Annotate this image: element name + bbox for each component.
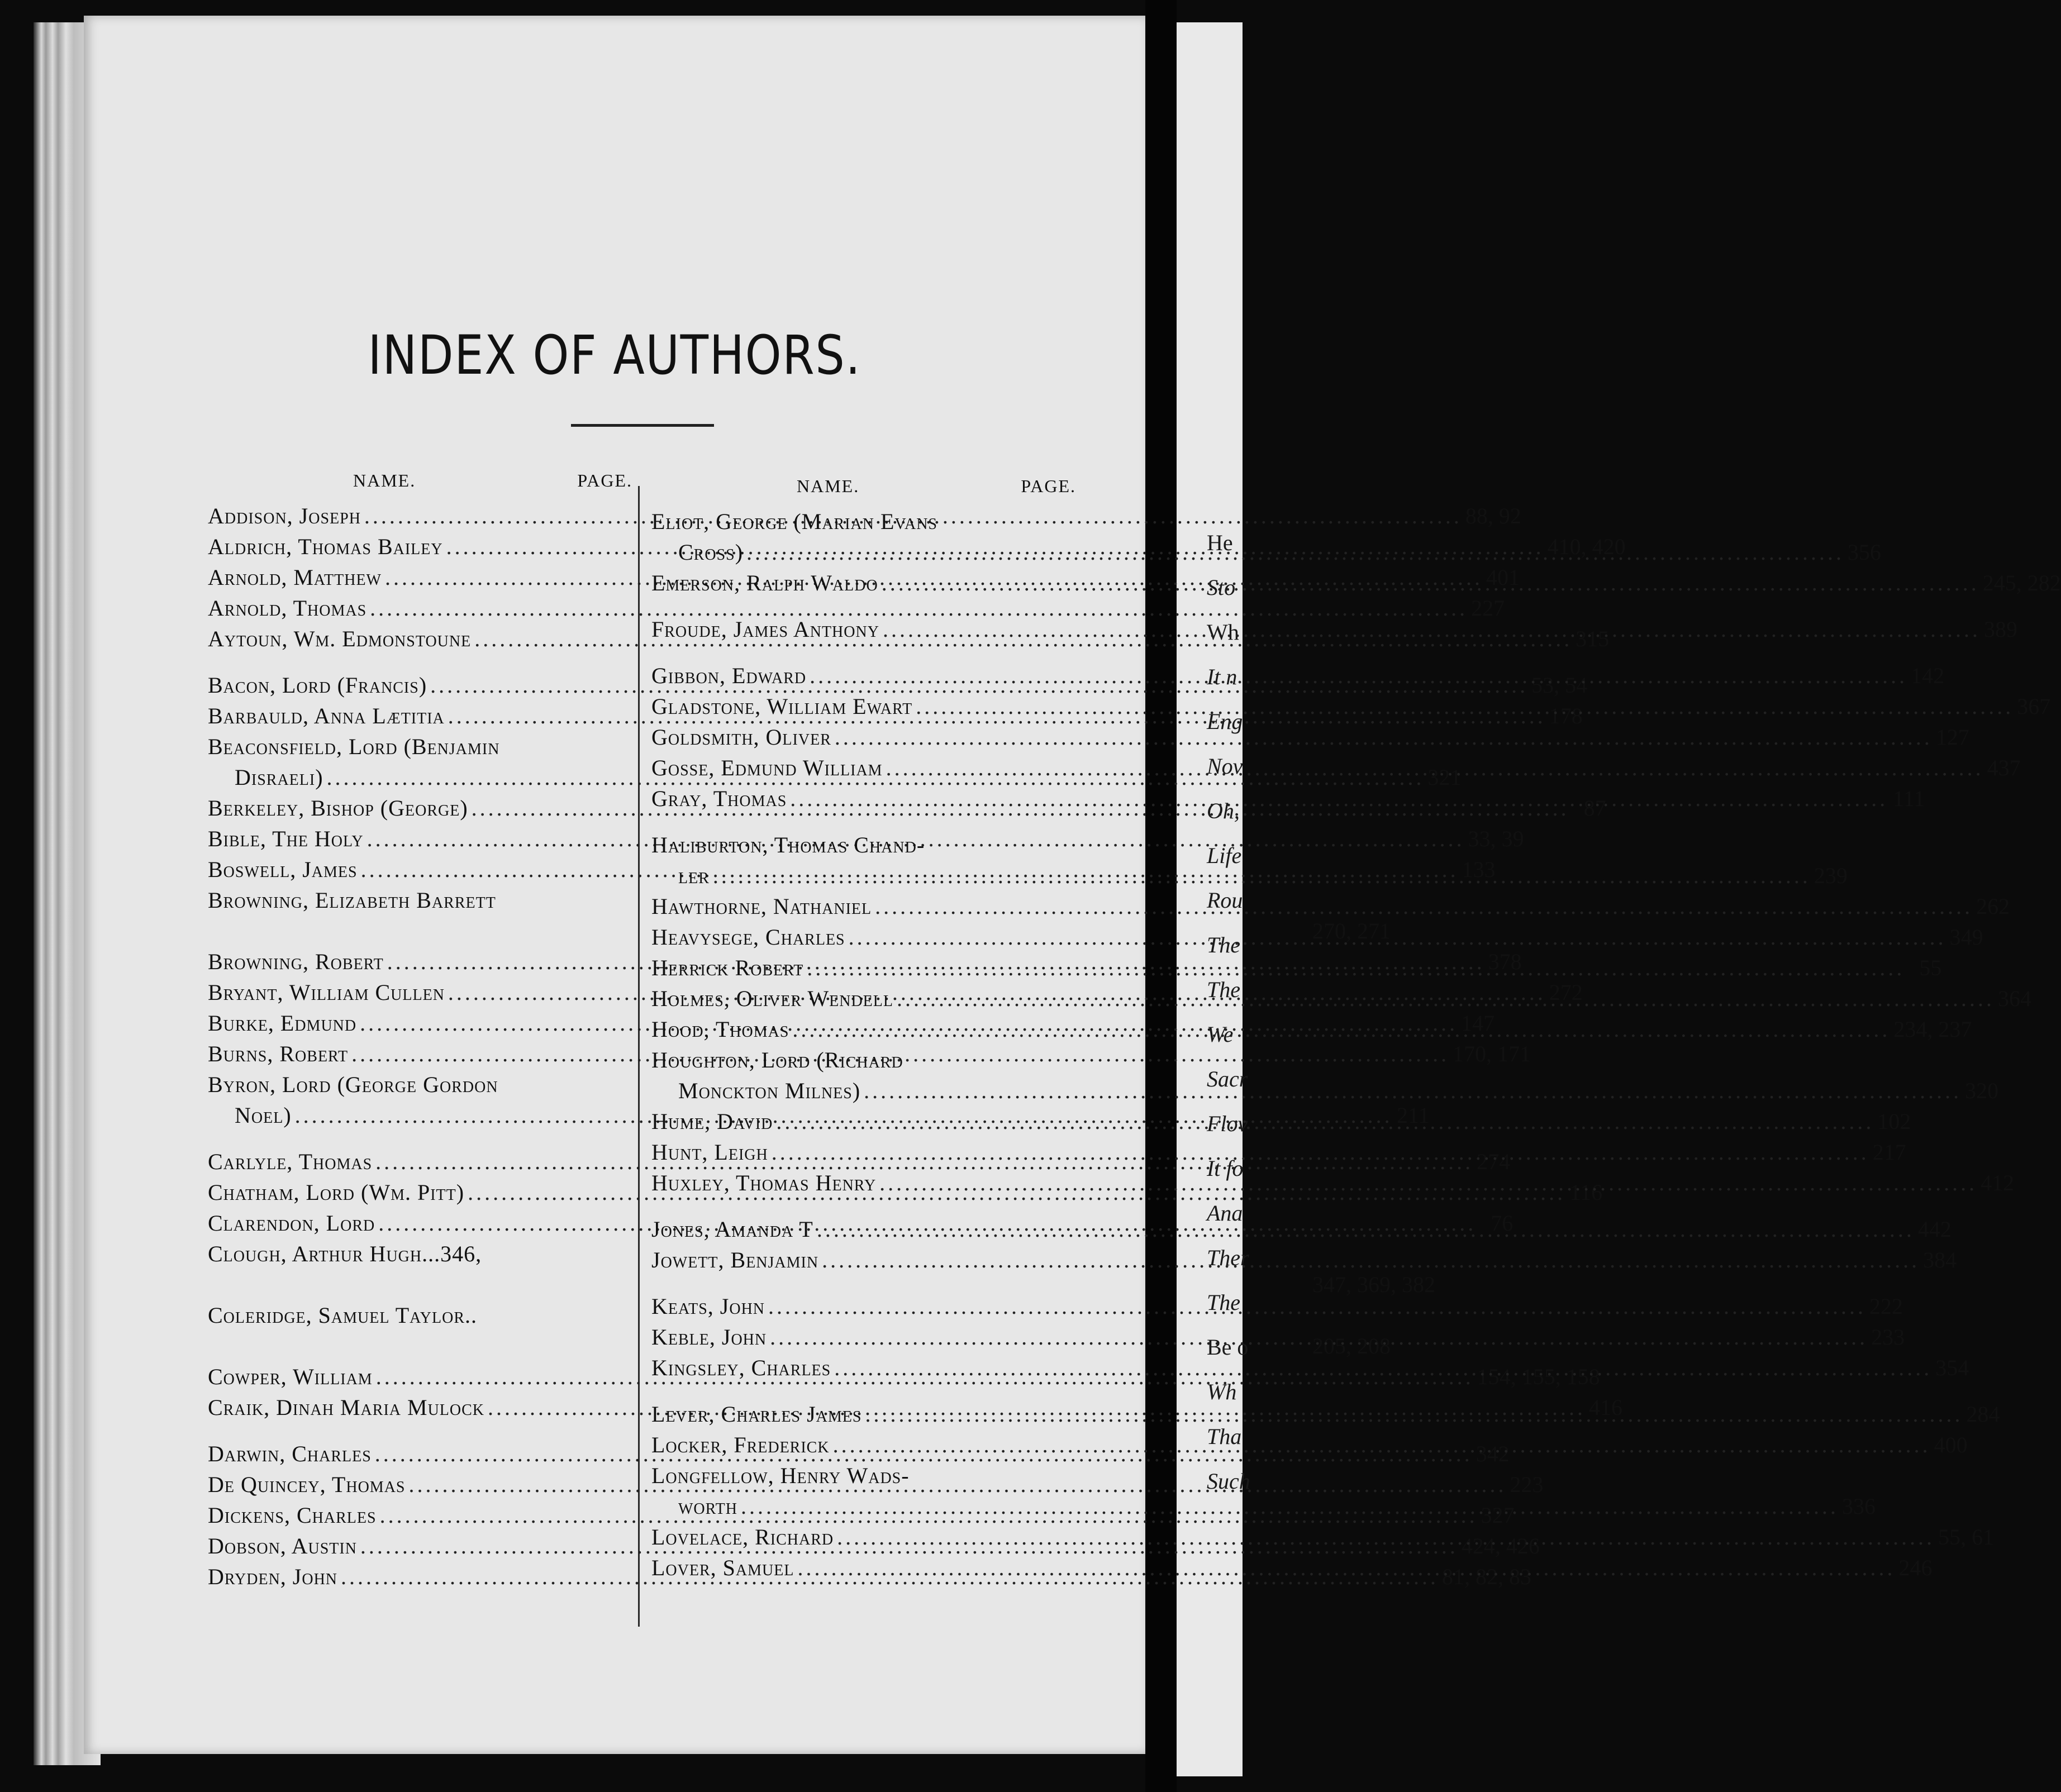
author-name: Aldrich, Thomas Bailey: [208, 534, 443, 559]
page-numbers: 364: [1997, 986, 2031, 1011]
page-numbers: 384: [1923, 1247, 1957, 1272]
facing-page-fragment: The: [1207, 932, 1240, 957]
index-entry: [651, 722, 1969, 752]
entry-line: [208, 1069, 632, 1100]
leader-dots: [817, 1214, 1915, 1245]
author-name: Chatham, Lord (Wm. Pitt): [208, 1180, 465, 1205]
leader-dots: [776, 1106, 1874, 1137]
facing-page-fragment: Be o: [1207, 1335, 1249, 1360]
leader-dots: [792, 1014, 1890, 1045]
author-name: Gray, Thomas: [651, 786, 787, 811]
author-name: Clarendon, Lord: [208, 1210, 375, 1236]
page-numbers: 284: [1966, 1402, 2000, 1427]
author-name: Arnold, Thomas: [208, 595, 367, 621]
leader-dots: [849, 922, 1946, 952]
page-numbers: 367: [2017, 694, 2051, 719]
page-numbers: 142: [1911, 663, 1945, 688]
author-name: Longfellow, Henry Wads-: [651, 1463, 910, 1488]
author-name: Bryant, William Cullen: [208, 980, 445, 1005]
page-numbers: 55: [1919, 955, 1942, 980]
leader-dots: [837, 1522, 1935, 1552]
leader-dots: [797, 1552, 1895, 1583]
entry-line: [651, 830, 1076, 860]
facing-page-fragment: We: [1207, 1022, 1234, 1047]
author-name: Holmes, Oliver Wendell: [651, 986, 893, 1011]
author-name: Bible, The Holy: [208, 826, 364, 851]
page-numbers: 234, 237: [1893, 1017, 1972, 1042]
page-numbers: 336: [1841, 1494, 1876, 1519]
page-numbers: 347, 369, 382: [1312, 1272, 1435, 1297]
author-name: Dickens, Charles: [208, 1503, 377, 1528]
author-name: Dobson, Austin: [208, 1533, 357, 1559]
author-name: Herrick Robert: [651, 955, 804, 980]
page-numbers: 55, 61: [1938, 1524, 1995, 1550]
facing-page-fragment: Wh: [1207, 1379, 1237, 1404]
author-name: Kingsley, Charles: [651, 1355, 831, 1380]
facing-page-fragment: Wh: [1207, 619, 1239, 645]
page-numbers: 239: [1814, 863, 1848, 888]
page-numbers: 127: [1935, 725, 1969, 750]
author-name: Coleridge, Samuel Taylor..: [208, 1303, 478, 1328]
leader-dots: [864, 1075, 1962, 1106]
page-numbers: 274: [1477, 1149, 1511, 1174]
page-numbers: 33, 39: [1468, 826, 1524, 851]
page-numbers: 349: [1949, 924, 1983, 950]
column-header: [208, 470, 632, 501]
facing-page-fragment: Ther: [1207, 1245, 1249, 1270]
leader-dots: [879, 1167, 1977, 1198]
page-numbers: 53, 54: [1531, 673, 1588, 698]
author-name: Gibbon, Edward: [651, 663, 807, 688]
leader-dots: [886, 752, 1984, 783]
entry-line: [651, 722, 1969, 752]
author-name: Gladstone, William Ewart: [651, 694, 913, 719]
header-page: PAGE.: [1021, 476, 1076, 496]
leader-dots: [768, 1291, 1866, 1322]
author-name: Lever, Charles James: [651, 1402, 862, 1427]
page-numbers: 154, 155, 158: [1477, 1364, 1600, 1389]
entry-line: [651, 1460, 1076, 1491]
author-name: Boswell, James: [208, 857, 358, 882]
facing-page-fragment: Tha: [1207, 1424, 1242, 1449]
author-name: Heavysege, Charles: [651, 924, 845, 950]
author-name-continued: worth: [678, 1494, 737, 1519]
facing-page-fragment: Sacr: [1207, 1066, 1248, 1092]
author-name-continued: ler: [678, 863, 710, 888]
author-name: Burke, Edmund: [208, 1011, 357, 1036]
author-name: Gosse, Edmund William: [651, 755, 883, 780]
entry-line: [208, 731, 632, 762]
page-numbers: 412: [1981, 1170, 2015, 1195]
author-name: Jones, Amanda T: [651, 1217, 813, 1242]
author-name: Browning, Robert: [208, 949, 384, 974]
author-name: Froude, James Anthony: [651, 617, 879, 642]
leader-dots: [822, 1245, 1920, 1275]
author-name: De Quincey, Thomas: [208, 1472, 406, 1497]
author-name: Cowper, William: [208, 1364, 373, 1389]
author-name: Jowett, Benjamin: [651, 1247, 819, 1272]
entry-line: [208, 885, 632, 916]
leader-dots: [713, 860, 1811, 891]
author-name: Darwin, Charles: [208, 1441, 372, 1466]
author-name: Beaconsfield, Lord (Benjamin: [208, 734, 500, 759]
page-numbers: 321: [1427, 765, 1462, 790]
leader-dots: [835, 722, 1933, 752]
facing-page-fragment: He: [1207, 530, 1233, 555]
author-name: Byron, Lord (George Gordon: [208, 1072, 498, 1097]
facing-page-fragment: Nov: [1207, 754, 1243, 779]
page-numbers: 147: [1461, 1011, 1495, 1036]
page-numbers: 76: [1491, 1210, 1513, 1236]
leader-dots: [897, 983, 1995, 1014]
page-numbers: 315: [1576, 626, 1610, 651]
author-name-continued: Disraeli): [235, 765, 323, 790]
column-header: [651, 476, 1076, 506]
leader-dots: [882, 568, 1979, 598]
author-name: Hume, David: [651, 1109, 773, 1134]
page-numbers: 389: [1983, 617, 2017, 642]
title-rule: [571, 424, 714, 427]
author-name-continued: Noel): [235, 1103, 292, 1128]
entry-line: [651, 1045, 1076, 1075]
facing-page-fragment: The: [1207, 1290, 1240, 1315]
facing-page-fragment: The: [1207, 977, 1240, 1002]
page-numbers: 102: [1877, 1109, 1911, 1134]
author-name: Eliot, George (Marian Evans: [651, 509, 938, 534]
page-numbers: 222: [1869, 1294, 1903, 1319]
author-name: Keble, John: [651, 1324, 767, 1350]
author-name: Clough, Arthur Hugh...346,: [208, 1241, 482, 1266]
facing-page-fragment: It fo: [1207, 1156, 1244, 1181]
author-name-continued: Cross): [678, 540, 744, 565]
header-page: PAGE.: [577, 470, 632, 490]
facing-page-fragment: Eng: [1207, 709, 1243, 734]
page-numbers: 227: [1471, 595, 1505, 621]
facing-page-fragment: Life: [1207, 843, 1242, 868]
author-name: Lovelace, Richard: [651, 1524, 834, 1550]
index-entry: [208, 593, 1505, 623]
page-numbers: 400: [1934, 1432, 1968, 1457]
author-name: Emerson, Ralph Waldo: [651, 570, 878, 595]
page-numbers: 133: [1462, 857, 1496, 882]
author-name: Huxley, Thomas Henry: [651, 1170, 877, 1195]
page-numbers: 327: [1481, 1503, 1515, 1528]
page-numbers: 342: [1475, 1441, 1510, 1466]
author-name: Addison, Joseph: [208, 503, 361, 528]
facing-page-fragment: Rou: [1207, 888, 1243, 913]
page-numbers: 401: [1486, 565, 1520, 590]
facing-page-fragment: Ana: [1207, 1200, 1243, 1226]
page-numbers: 442: [1917, 1217, 1951, 1242]
facing-page-fragment: Such: [1207, 1469, 1250, 1494]
author-name: Browning, Elizabeth Barrett: [208, 888, 496, 913]
author-name: Keats, John: [651, 1294, 765, 1319]
author-name: Aytoun, Wm. Edmonstoune: [208, 626, 472, 651]
page-numbers: 320: [1965, 1078, 1999, 1103]
page-numbers: 270, 271: [1312, 918, 1391, 943]
leader-dots: [741, 1491, 1839, 1522]
page-numbers: 233: [1871, 1324, 1905, 1350]
page-numbers: 354: [1935, 1355, 1969, 1380]
page-numbers: 81, 82, 83: [1442, 1564, 1532, 1589]
header-name: NAME.: [353, 470, 416, 490]
author-name: Berkeley, Bishop (George): [208, 795, 468, 821]
facing-page-fragment: Oh,: [1207, 798, 1240, 823]
entry-line: [651, 506, 1076, 537]
author-name: Houghton, Lord (Richard: [651, 1047, 903, 1073]
header-name: NAME.: [797, 476, 860, 496]
page-numbers: 217: [1872, 1140, 1906, 1165]
leader-dots: [770, 1322, 1868, 1352]
page-numbers: 116: [1569, 1180, 1603, 1205]
page-numbers: 437: [1987, 755, 2021, 780]
leader-dots: [883, 614, 1981, 645]
author-name: Goldsmith, Oliver: [651, 725, 831, 750]
author-name: Barbauld, Anna Lætitia: [208, 703, 445, 728]
author-name: Locker, Frederick: [651, 1432, 830, 1457]
page-numbers: 223: [1510, 1472, 1544, 1497]
page-numbers: 111: [1893, 786, 1925, 811]
page-numbers: 356: [1848, 540, 1882, 565]
page-numbers: 88, 92: [1465, 503, 1521, 528]
entry-line: [208, 593, 1505, 623]
page-numbers: 205, 208: [1312, 1333, 1391, 1359]
facing-page-fragment: Flov: [1207, 1111, 1248, 1136]
page-numbers: 262: [1976, 894, 2010, 919]
author-name: Bacon, Lord (Francis): [208, 673, 427, 698]
page-numbers: 245, 282: [1982, 570, 2061, 595]
page-numbers: 170, 171: [1453, 1041, 1531, 1066]
page-numbers: 211: [1397, 1103, 1430, 1128]
leader-dots: [834, 1352, 1932, 1383]
leader-dots: [746, 537, 1844, 568]
leader-dots: [875, 891, 1973, 922]
author-name: Hawthorne, Nathaniel: [651, 894, 872, 919]
page-numbers: 272: [1549, 980, 1583, 1005]
author-name: Hood, Thomas: [651, 1017, 789, 1042]
author-name: Craik, Dinah Maria Mulock: [208, 1395, 485, 1420]
author-name: Burns, Robert: [208, 1041, 349, 1066]
page-numbers: 410, 420: [1547, 534, 1626, 559]
leader-dots: [810, 660, 1907, 691]
entry-line: [208, 1269, 1435, 1300]
leader-dots: [790, 783, 1888, 814]
facing-page-fragment: Sto: [1207, 575, 1236, 600]
leader-dots: [772, 1137, 1869, 1167]
leader-dots: [916, 691, 2014, 722]
page-numbers: 424, 426: [1461, 1533, 1540, 1559]
page-numbers: 87: [1583, 795, 1606, 821]
entry-line: [208, 1238, 632, 1269]
page-numbers: 378: [1488, 949, 1522, 974]
author-name: Haliburton, Thomas Chand-: [651, 832, 925, 857]
entry-line: [208, 1300, 632, 1331]
page-numbers: 178: [1549, 703, 1583, 728]
author-name-continued: Monckton Milnes): [678, 1078, 861, 1103]
page-numbers: 246: [1898, 1555, 1933, 1580]
author-name: Carlyle, Thomas: [208, 1149, 373, 1174]
page-numbers: 416: [1589, 1395, 1623, 1420]
author-name: Dryden, John: [208, 1564, 338, 1589]
leader-dots: [865, 1399, 1963, 1429]
leader-dots: [833, 1429, 1931, 1460]
page-title: INDEX OF AUTHORS.: [368, 324, 861, 387]
author-name: Arnold, Matthew: [208, 565, 382, 590]
leader-dots: [807, 952, 1905, 983]
author-name: Hunt, Leigh: [651, 1140, 768, 1165]
author-name: Lover, Samuel: [651, 1555, 794, 1580]
facing-page-fragment: It n: [1207, 664, 1237, 689]
